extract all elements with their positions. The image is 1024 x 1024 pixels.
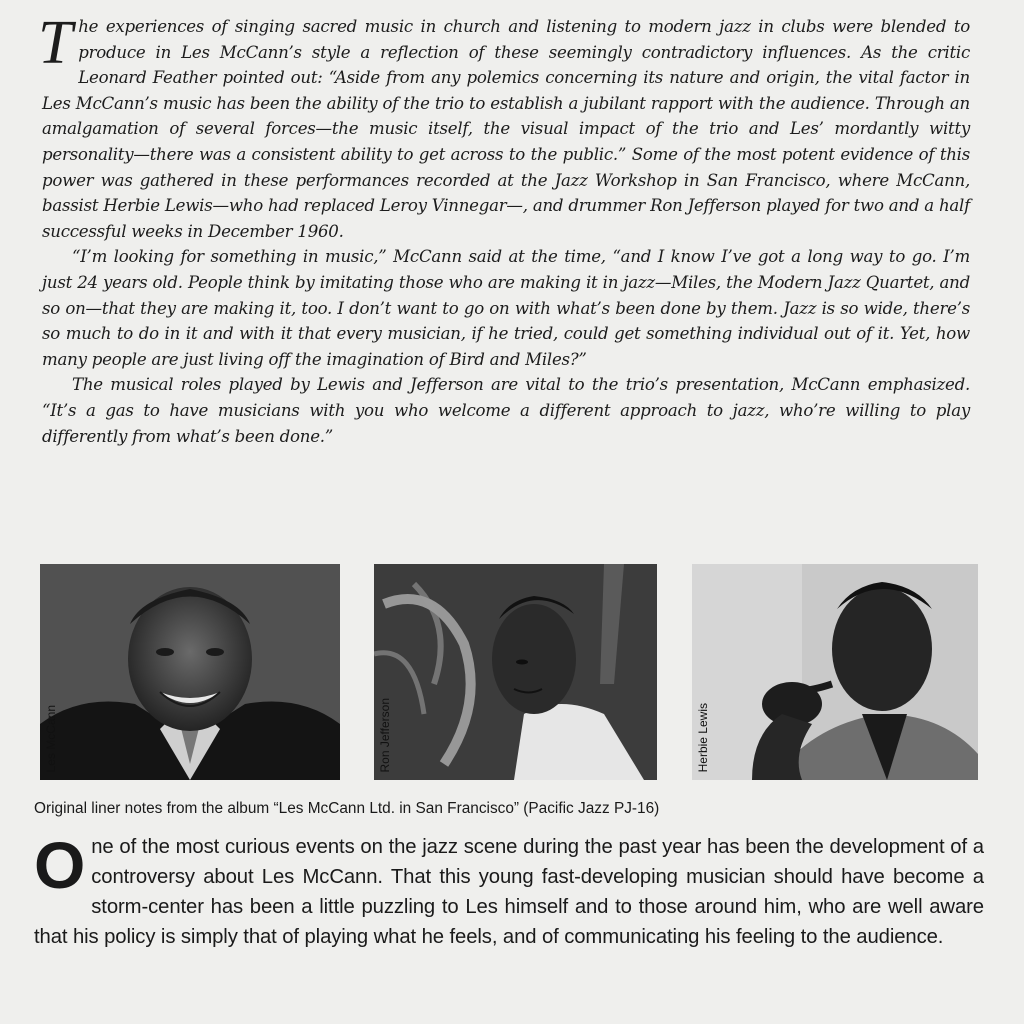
paragraph-1-text: he experiences of singing sacred music in church and listening to modern jazz in clubs were blended to produce in Les McCann’s style a reflection of these seemingly contradictory influences. As the critic Leonard Feather pointed out: “Aside from any polemics concerning its nature and origin, the vital factor in Les McCann’s music has been the ability of the trio to establish a jubilant rapport with the audience. Through an amalgamation of several forces—the music itself, the visual impact of the trio and Les’ mordantly witty personality—there was a consistent ability to get across to the public.” Some of the most potent evidence of this power was gathered in these performances recorded at the Jazz Workshop in San Francisco, where McCann, bassist Herbie Lewis—who had replaced Leroy Vinnegar—, and drummer Ron Jefferson played for two and a half successful weeks in December 1960. [42,17,970,241]
photo-les-mccann [40,564,340,780]
article-paragraph-text: ne of the most curious events on the jazz scene during the past year has been the development of a controversy about Les McCann. That this young fast-developing musician should have become a storm-center has been a little puzzling to Les himself and to those around him, who are well aware that his policy is simply that of playing what he feels, and of communicating his feeling to the audience. [34,836,984,948]
drop-cap-t: T [38,9,73,77]
photo-caption: Original liner notes from the album “Les McCann Ltd. in San Francisco” (Pacific Jazz PJ-16) [34,800,660,817]
photo-label-ron-jefferson: Ron Jefferson [378,697,392,772]
drop-cap-o: O [34,828,86,902]
article-paragraph [34,828,984,952]
photo-ron-jefferson [374,564,657,780]
liner-notes-text [38,9,970,449]
liner-notes-paragraph-1 [38,9,970,244]
photo-label-les-mccann: Les McCann [44,704,58,772]
portrait-image [374,564,657,780]
liner-notes-paragraph-2: “I’m looking for something in music,” McCann said at the time, “and I know I’ve got a long way to go. I’m just 24 years old. People think by imitating those who are making it in jazz—Miles, the Modern Jazz Quartet, and so on—that they are making it, too. I don’t want to go on with what’s been done by them. Jazz is so wide, there’s so much to do in it and with it that every musician, if he tried, could get something individual out of it. Yet, how many people are just living off the imagination of Bird and Miles?” [42,247,970,369]
article-text [34,828,984,952]
photo-herbie-lewis [692,564,978,780]
portrait-image [40,564,340,780]
portrait-image [692,564,978,780]
liner-notes-paragraph-3: The musical roles played by Lewis and Jefferson are vital to the trio’s presentation, McCann emphasized. “It’s a gas to have musicians with you who welcome a different approach to jazz, who’re willing to play differently from what’s been done.” [42,375,970,446]
photo-label-herbie-lewis: Herbie Lewis [696,702,710,772]
